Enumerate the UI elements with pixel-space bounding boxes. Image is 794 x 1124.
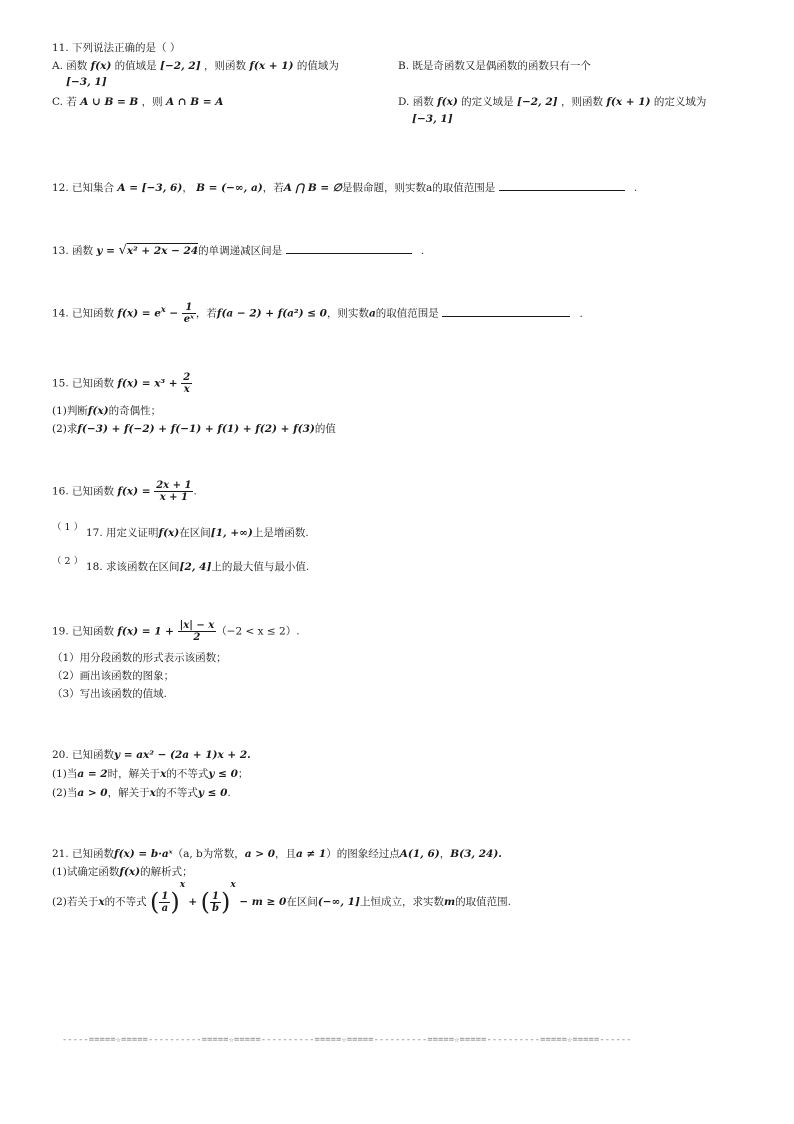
q11-option-a-answer: [−3, 1] — [66, 76, 107, 88]
q13-answer-blank[interactable] — [286, 253, 412, 254]
q11-option-d-answer: [−3, 1] — [412, 113, 453, 125]
q21-fraction-b: $\frac{1}{b}$ — [211, 890, 219, 914]
page-divider: -----=====☆=====----------=====☆=====----------=====☆=====----------=====☆=====----------=====☆=====------ — [62, 1035, 632, 1045]
q11-stem: 11. 下列说法正确的是（ ） — [52, 42, 181, 54]
sqrt-symbol: √ — [118, 243, 127, 258]
q19-part-2: （2）画出该函数的图象； — [52, 670, 175, 682]
q20-stem: 20. 已知函数y = ax² − (2a + 1)x + 2. — [52, 749, 251, 761]
q21-part-1: (1)试确定函数f(x)的解析式； — [52, 866, 193, 878]
q15-fraction: $\frac{2}{x}$ — [183, 372, 191, 395]
q19-stem: 19. 已知函数 f(x) = 1 + $\frac{|x| - x}{2}$ （−2 < x ≤ 2）. — [52, 620, 300, 643]
open-paren: ( — [149, 888, 160, 916]
q15-part-1: (1)判断f(x)的奇偶性； — [52, 405, 162, 417]
question-13: 13. 函数 y = √x² + 2x − 24的单调递减区间是 . — [52, 243, 425, 258]
q21-part-2: (2)若关于x的不等式 ( $\frac{1}{a}$ )x + ( $\frac{1}{b}$ )x − m ≥ 0在区间(−∞, 1]上恒成立，求实数m的取值范围. — [52, 880, 511, 916]
q19-part-1: （1）用分段函数的形式表示该函数； — [52, 652, 227, 664]
open-paren: ( — [200, 888, 210, 916]
q12-answer-blank[interactable] — [499, 190, 625, 191]
q14-answer-blank[interactable] — [442, 316, 570, 317]
q16-sub-1-marker: （ 1 ） — [52, 522, 84, 533]
q16-sub-1: 17. 用定义证明f(x)在区间[1, +∞)上是增函数. — [86, 527, 309, 539]
q15-stem: 15. 已知函数 f(x) = x³ + $\frac{2}{x}$ — [52, 372, 191, 395]
q16-fraction: $\frac{2x + 1}{x + 1}$ — [156, 480, 192, 503]
close-paren: ) — [220, 888, 231, 916]
q15-part-2: (2)求f(−3) + f(−2) + f(−1) + f(1) + f(2) + f(3)的值 — [52, 423, 336, 435]
q11-option-b[interactable]: B. 既是奇函数又是偶函数的函数只有一个 — [398, 60, 591, 72]
q20-part-1: (1)当a = 2时，解关于x的不等式y ≤ 0； — [52, 768, 249, 780]
q21-stem: 21. 已知函数f(x) = b·aˣ（a, b为常数，a > 0，且a ≠ 1）的图象经过点A(1, 6)，B(3, 24). — [52, 848, 502, 860]
q16-stem: 16. 已知函数 f(x) = $\frac{2x + 1}{x + 1}$ . — [52, 480, 197, 503]
q19-part-3: （3）写出该函数的值域. — [52, 688, 168, 700]
q11-option-a[interactable]: A. 函数 f(x) 的值域是 [−2, 2] ，则函数 f(x + 1) 的值域为 — [52, 60, 339, 72]
q11-option-c[interactable]: C. 若 A ∪ B = B ，则 A ∩ B = A — [52, 96, 224, 108]
close-paren: ) — [170, 888, 180, 916]
question-12: 12. 已知集合 A = [−3, 6)， B = (−∞, a)，若A ⋂ B = ∅是假命题，则实数a的取值范围是 . — [52, 182, 638, 194]
q20-part-2: (2)当a > 0，解关于x的不等式y ≤ 0. — [52, 787, 231, 799]
q14-fraction: $\frac{1}{\text{eˣ}}$ — [183, 302, 194, 325]
question-14: 14. 已知函数 $f(x) = e^x$ − $\frac{1}{\text{eˣ}}$ ，若f(a − 2) + f(a²) ≤ 0，则实数a的取值范围是 . — [52, 302, 583, 325]
q16-sub-2: 18. 求该函数在区间[2, 4]上的最大值与最小值. — [86, 561, 310, 573]
q16-sub-2-marker: （ 2 ） — [52, 556, 84, 567]
q11-option-d[interactable]: D. 函数 f(x) 的定义域是 [−2, 2] ，则函数 f(x + 1) 的定义域为 — [398, 96, 707, 108]
q19-fraction: $\frac{|x| - x}{2}$ — [179, 620, 215, 643]
q21-fraction-a: $\frac{1}{a}$ — [161, 890, 169, 914]
